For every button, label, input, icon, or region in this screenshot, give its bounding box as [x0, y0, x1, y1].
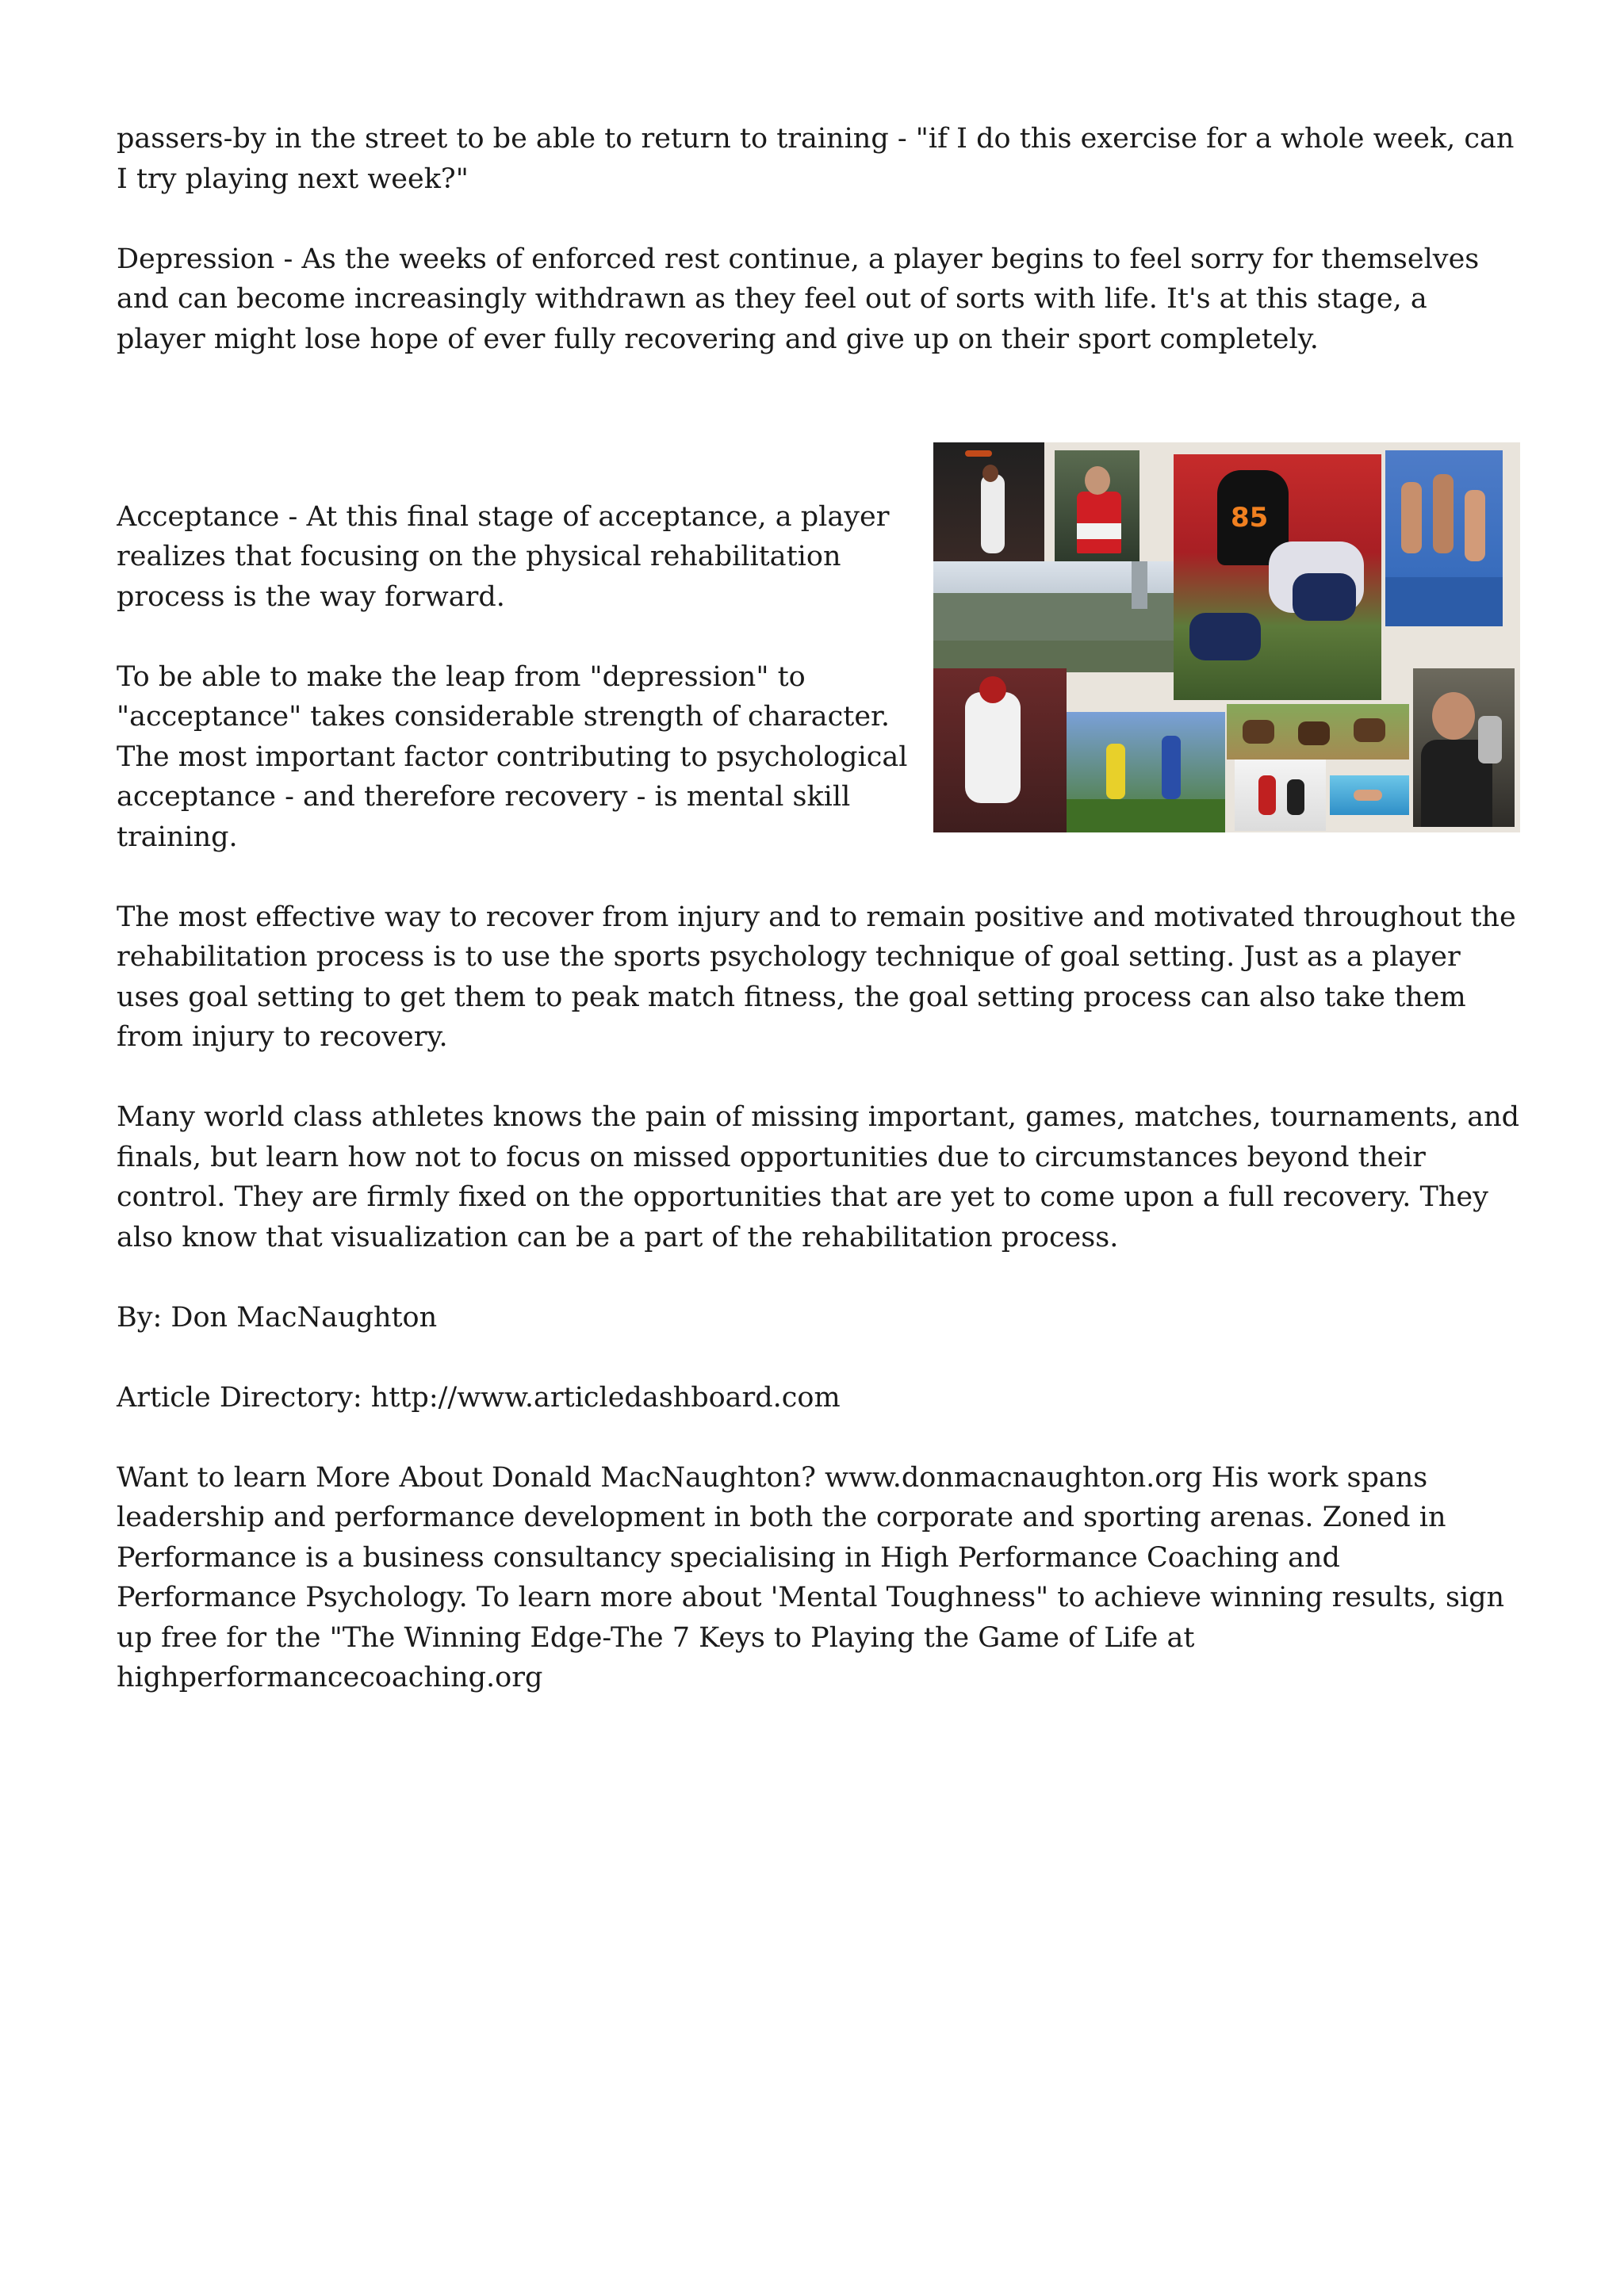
- grandstand-photo: [933, 561, 1174, 672]
- track-runners-photo: [1385, 450, 1503, 626]
- spacer: [117, 400, 1520, 439]
- author-bio: Want to learn More About Donald MacNaughton? www.donmacnaughton.org His work spans leadership and performance development in both the corporate and sporting arenas. Zoned in Performance is a business consultancy specialising in High Performance Coaching and Performance Psychology. To learn more about 'Mental Toughness" to achieve winning results, sign up free for the "The Winning Edge-The 7 Keys to Playing the Game of Life at highperformancecoaching.org: [117, 1461, 1505, 1693]
- basketball-photo: [933, 442, 1044, 571]
- paragraph-acceptance: Acceptance - At this final stage of acceptance, a player realizes that focusing on the physical rehabilitation process is the way forward.: [117, 500, 890, 613]
- jersey-number-label: 85: [1231, 501, 1269, 534]
- golfer-photo: [1413, 668, 1515, 827]
- horse-racing-photo: [1227, 704, 1409, 760]
- soccer-player-photo: [1055, 450, 1139, 561]
- sports-collage-image: [933, 442, 1520, 832]
- author-line: By: Don MacNaughton: [117, 1301, 438, 1334]
- figure-section: [117, 439, 1520, 897]
- football-photo: [1174, 454, 1381, 700]
- paragraph-depression: Depression - As the weeks of enforced rest continue, a player begins to feel sorry for themselves and can become increasingly withdrawn as they feel out of sorts with life. It's at this stage, a player might lose hope of ever fully recovering and give up on their sport completely.: [117, 243, 1480, 355]
- soccer-match-photo: [1067, 712, 1225, 832]
- swimmer-photo: [1330, 775, 1409, 815]
- article-directory-line: Article Directory: http://www.articledashboard.com: [117, 1381, 841, 1414]
- paragraph-passers-by: passers-by in the street to be able to return to training - "if I do this exercise for a whole week, can I try playing next week?": [117, 123, 1515, 195]
- article-body: [117, 119, 1520, 1738]
- paragraph-goal-setting: The most effective way to recover from injury and to remain positive and motivated throughout the rehabilitation process is to use the sports psychology technique of goal setting. Just as a player uses goal setting to get them to peak match fitness, the goal setting process can also take them from injury to recovery.: [117, 901, 1516, 1053]
- paragraph-world-class: Many world class athletes knows the pain of missing important, games, matches, tournaments, and finals, but learn how not to focus on missed opportunities due to circumstances beyond their control. They are firmly fixed on the opportunities that are yet to come upon a full recovery. They also know that visualization can be a part of the rehabilitation process.: [117, 1101, 1520, 1253]
- hockey-photo: [1235, 760, 1326, 831]
- paragraph-leap: To be able to make the leap from "depression" to "acceptance" takes considerable strength of character. The most important factor contributing to psychological acceptance - and therefore recovery - is mental skill training.: [117, 660, 908, 853]
- baseball-photo: [933, 668, 1067, 832]
